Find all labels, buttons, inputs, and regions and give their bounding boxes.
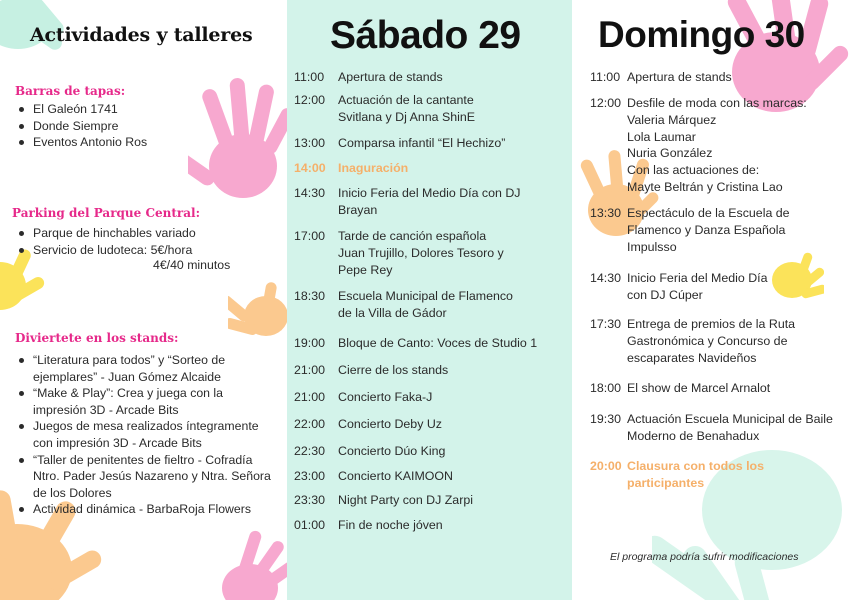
event-time: 17:00 xyxy=(294,229,326,243)
list-item: Donde Siempre xyxy=(13,118,147,135)
event-line: Brayan xyxy=(338,202,378,217)
event-time: 14:30 xyxy=(294,186,326,200)
activities-panel xyxy=(0,0,287,600)
event-description xyxy=(627,69,732,86)
event-time: 23:00 xyxy=(294,469,326,483)
event-description xyxy=(338,228,504,278)
parking-list xyxy=(13,225,196,258)
event-description xyxy=(627,205,790,255)
event-description xyxy=(338,335,537,352)
event-time: 11:00 xyxy=(294,70,325,84)
list-item: “Literatura para todos” y “Sorteo de ejemplares” - Juan Gómez Alcaide xyxy=(13,352,271,385)
event-time: 11:00 xyxy=(590,70,621,84)
event-line: Con las actuaciones de: xyxy=(627,163,760,178)
event-time: 21:00 xyxy=(294,390,326,404)
event-description xyxy=(338,492,473,509)
event-line: Clausura con todos los xyxy=(627,459,765,473)
event-description xyxy=(627,458,764,492)
list-item: Juegos de mesa realizados íntegramente con impresión 3D - Arcade Bits xyxy=(13,418,271,451)
event-line: Concierto Dúo King xyxy=(338,444,446,458)
orange-hand-icon xyxy=(228,282,287,342)
event-time: 12:00 xyxy=(590,96,622,110)
saturday-title: Sábado 29 xyxy=(330,14,521,57)
event-description xyxy=(627,95,807,196)
event-time: 22:00 xyxy=(294,417,326,431)
event-line: Night Party con DJ Zarpi xyxy=(338,493,473,507)
list-item: “Make & Play”: Crea y juega con la impresión 3D - Arcade Bits xyxy=(13,385,271,418)
pink-hand-icon xyxy=(188,78,287,208)
tapas-heading: Barras de tapas: xyxy=(15,84,126,98)
event-line: Concierto Deby Uz xyxy=(338,417,442,431)
event-line: Concierto KAIMOON xyxy=(338,469,453,483)
event-time: 22:30 xyxy=(294,444,326,458)
event-description xyxy=(338,468,453,485)
saturday-panel xyxy=(287,0,572,600)
event-time: 23:30 xyxy=(294,493,326,507)
activities-title: Actividades y talleres xyxy=(30,24,253,46)
list-item: Eventos Antonio Ros xyxy=(13,134,147,151)
event-line: Gastronómica y Concurso de xyxy=(627,333,788,348)
event-time: 13:30 xyxy=(590,206,622,220)
yellow-hand-icon xyxy=(764,250,824,305)
event-time: 21:00 xyxy=(294,363,326,377)
stands-heading: Diviertete en los stands: xyxy=(15,331,179,345)
event-time: 14:30 xyxy=(590,271,622,285)
event-line: Valeria Márquez xyxy=(627,112,717,127)
event-line: Actuación de la cantante xyxy=(338,93,474,107)
event-line: Svitlana y Dj Anna ShinE xyxy=(338,109,476,124)
event-time: 17:30 xyxy=(590,317,622,331)
list-item: “Taller de penitentes de fieltro - Cofradía Ntro. Pader Jesús Nazareno y Ntra. Señora de los Dolores xyxy=(13,452,271,502)
event-line: Inicio Feria del Medio Día xyxy=(627,271,768,285)
event-description xyxy=(338,69,443,86)
event-line: Pepe Rey xyxy=(338,262,393,277)
disclaimer-note: El programa podría sufrir modificaciones xyxy=(610,551,799,563)
event-line: Nuria González xyxy=(627,146,713,161)
list-item: El Galeón 1741 xyxy=(13,101,147,118)
mint-hand-icon xyxy=(652,420,849,600)
tapas-list xyxy=(13,101,147,151)
event-description xyxy=(338,185,521,219)
event-time: 19:30 xyxy=(590,412,622,426)
event-line: de la Villa de Gádor xyxy=(338,305,447,320)
event-description xyxy=(338,135,505,152)
stands-list xyxy=(13,352,271,518)
event-line: Tarde de canción española xyxy=(338,229,487,243)
list-item: Servicio de ludoteca: 5€/hora xyxy=(13,242,196,259)
event-description xyxy=(338,416,442,433)
event-line: Juan Trujillo, Dolores Tesoro y xyxy=(338,245,504,260)
pink-hand-icon xyxy=(216,530,287,600)
event-line: Espectáculo de la Escuela de xyxy=(627,206,790,220)
event-line: Desfile de moda con las marcas: xyxy=(627,96,807,110)
event-line: Flamenco y Danza Española xyxy=(627,222,786,237)
parking-heading: Parking del Parque Central: xyxy=(12,206,200,220)
event-description xyxy=(338,443,445,460)
event-line: Fin de noche jóven xyxy=(338,518,443,532)
ludoteca-price: 4€/40 minutos xyxy=(153,258,231,272)
event-line: Concierto Faka-J xyxy=(338,390,433,404)
event-line: Impulsso xyxy=(627,239,677,254)
event-description xyxy=(338,288,513,322)
event-line: Inicio Feria del Medio Día con DJ xyxy=(338,186,521,200)
event-line: Comparsa infantil “El Hechizo” xyxy=(338,136,506,150)
event-line: Apertura de stands xyxy=(338,70,443,84)
list-item: Parque de hinchables variado xyxy=(13,225,196,242)
event-description xyxy=(627,270,768,304)
event-line: Actuación Escuela Municipal de Baile xyxy=(627,412,833,426)
event-description xyxy=(338,517,443,534)
sunday-panel xyxy=(572,0,849,600)
event-description xyxy=(627,411,833,445)
event-line: Lola Laumar xyxy=(627,129,696,144)
event-time: 18:30 xyxy=(294,289,326,303)
event-line: Apertura de stands xyxy=(627,70,732,84)
event-description xyxy=(338,389,432,406)
list-item: Actividad dinámica - BarbaRoja Flowers xyxy=(13,501,271,518)
event-time: 13:00 xyxy=(294,136,326,150)
event-description xyxy=(338,160,408,177)
event-time: 14:00 xyxy=(294,161,326,175)
event-line: Escuela Municipal de Flamenco xyxy=(338,289,513,303)
event-line: Moderno de Benahadux xyxy=(627,428,760,443)
event-time: 01:00 xyxy=(294,518,326,532)
event-line: Bloque de Canto: Voces de Studio 1 xyxy=(338,336,538,350)
event-time: 12:00 xyxy=(294,93,326,107)
event-description xyxy=(627,316,795,366)
event-time: 19:00 xyxy=(294,336,326,350)
event-time: 18:00 xyxy=(590,381,622,395)
event-line: participantes xyxy=(627,475,705,490)
event-line: Inaguración xyxy=(338,161,409,175)
event-description xyxy=(338,362,448,379)
sunday-title: Domingo 30 xyxy=(598,14,805,55)
event-line: Mayte Beltrán y Cristina Lao xyxy=(627,179,783,194)
event-description xyxy=(627,380,770,397)
event-time: 20:00 xyxy=(590,459,622,473)
event-line: con DJ Cúper xyxy=(627,287,703,302)
event-line: Entrega de premios de la Ruta xyxy=(627,317,796,331)
event-line: escaparates Navideños xyxy=(627,350,757,365)
event-line: El show de Marcel Arnalot xyxy=(627,381,771,395)
event-line: Cierre de los stands xyxy=(338,363,449,377)
event-description xyxy=(338,92,475,126)
